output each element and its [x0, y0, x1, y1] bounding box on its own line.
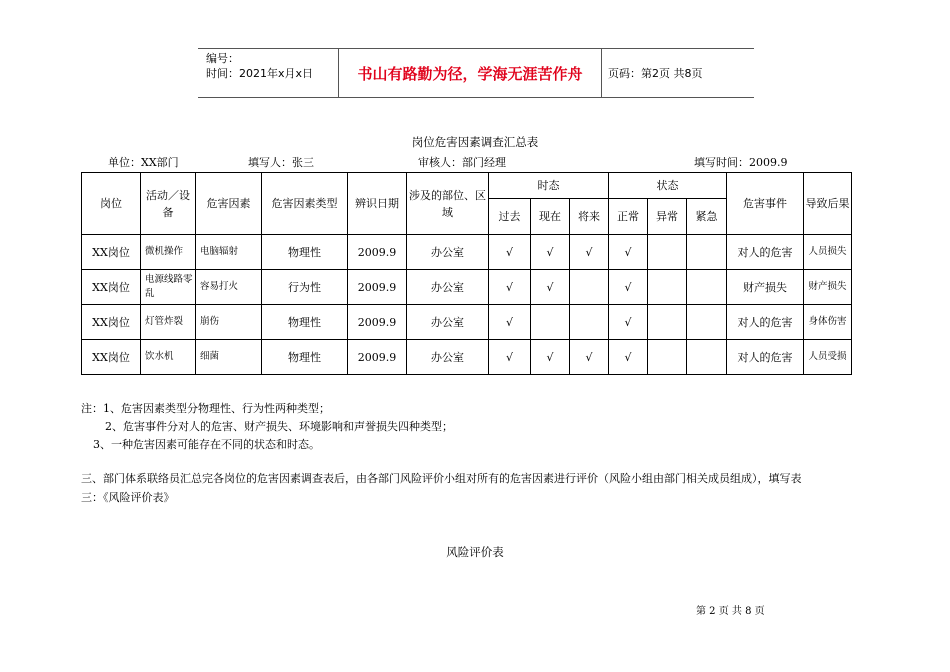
cell-post: XX岗位: [82, 305, 141, 340]
cell-type: 物理性: [262, 340, 348, 375]
cell-emergency: [687, 340, 727, 375]
cell-area: 办公室: [407, 270, 489, 305]
time-label: 时间：2021年x月x日: [206, 67, 314, 80]
reviewer-label: 审核人：部门经理: [418, 156, 506, 169]
header-result: 导致后果: [804, 173, 852, 235]
cell-area: 办公室: [407, 305, 489, 340]
note-1: 注：1、危害因素类型分物理性、行为性两种类型；: [81, 402, 330, 415]
cell-past: √: [489, 305, 531, 340]
cell-normal: √: [609, 235, 648, 270]
page-info: 页码：第2页 共8页: [608, 67, 703, 80]
cell-emergency: [687, 305, 727, 340]
cell-event: 对人的危害: [727, 340, 804, 375]
survey-title: 岗位危害因素调查汇总表: [411, 135, 539, 149]
cell-date: 2009.9: [348, 270, 407, 305]
header-activity: 活动／设备: [141, 173, 196, 235]
cell-abnormal: [648, 235, 687, 270]
cell-normal: √: [609, 305, 648, 340]
slogan: 书山有路勤为径，学海无涯苦作舟: [338, 49, 602, 97]
cell-event: 对人的危害: [727, 235, 804, 270]
cell-factor: 细菌: [196, 340, 262, 375]
cell-normal: √: [609, 340, 648, 375]
cell-now: √: [531, 235, 570, 270]
note-2: 2、危害事件分对人的危害、财产损失、环境影响和声誉损失四种类型；: [105, 420, 453, 433]
header-area: 涉及的部位、区域: [407, 173, 489, 235]
table-row: [82, 235, 852, 270]
number-label: 编号：: [206, 52, 239, 65]
header-date: 辨识日期: [348, 173, 407, 235]
filler-label: 填写人：张三: [248, 156, 314, 169]
unit-label: 单位：XX部门: [108, 156, 179, 169]
cell-activity: 微机操作: [141, 235, 196, 270]
header-tense: 时态: [489, 173, 609, 199]
table-row: [82, 305, 852, 340]
cell-date: 2009.9: [348, 235, 407, 270]
cell-post: XX岗位: [82, 235, 141, 270]
cell-normal: √: [609, 270, 648, 305]
header-future: 将来: [570, 199, 609, 235]
cell-emergency: [687, 270, 727, 305]
cell-future: [570, 305, 609, 340]
cell-past: √: [489, 270, 531, 305]
cell-factor: 容易打火: [196, 270, 262, 305]
cell-now: [531, 305, 570, 340]
header-now: 现在: [531, 199, 570, 235]
cell-past: √: [489, 340, 531, 375]
cell-future: √: [570, 340, 609, 375]
cell-area: 办公室: [407, 235, 489, 270]
paragraph-line-1: 三、部门体系联络员汇总完各岗位的危害因素调查表后，由各部门风险评价小组对所有的危害因素进行评价（风险小组由部门相关成员组成），填写表: [81, 472, 802, 485]
cell-future: √: [570, 235, 609, 270]
header-factor: 危害因素: [196, 173, 262, 235]
cell-type: 行为性: [262, 270, 348, 305]
cell-post: XX岗位: [82, 340, 141, 375]
cell-type: 物理性: [262, 305, 348, 340]
cell-type: 物理性: [262, 235, 348, 270]
cell-activity: 饮水机: [141, 340, 196, 375]
table-row: [82, 340, 852, 375]
cell-result: 财产损失: [804, 270, 852, 305]
header-abnormal: 异常: [648, 199, 687, 235]
header-past: 过去: [489, 199, 531, 235]
note-3: 3、一种危害因素可能存在不同的状态和时态。: [93, 438, 320, 451]
cell-result: 身体伤害: [804, 305, 852, 340]
cell-activity: 灯管炸裂: [141, 305, 196, 340]
header-state: 状态: [609, 173, 727, 199]
header-normal: 正常: [609, 199, 648, 235]
cell-area: 办公室: [407, 340, 489, 375]
page-header: [198, 48, 754, 98]
cell-event: 财产损失: [727, 270, 804, 305]
cell-result: 人员受损: [804, 340, 852, 375]
cell-now: √: [531, 270, 570, 305]
header-type: 危害因素类型: [262, 173, 348, 235]
header-emergency: 紧急: [687, 199, 727, 235]
paragraph-line-2: 三：《风险评价表》: [81, 491, 175, 504]
cell-event: 对人的危害: [727, 305, 804, 340]
hazard-table: [81, 172, 852, 375]
fill-time-label: 填写时间：2009.9: [694, 156, 788, 169]
page-footer: 第 2 页 共 8 页: [696, 606, 765, 617]
cell-activity: 电源线路零乱: [141, 270, 196, 305]
header-post: 岗位: [82, 173, 141, 235]
cell-date: 2009.9: [348, 340, 407, 375]
header-left: [206, 51, 340, 81]
risk-table-title: 风险评价表: [446, 545, 504, 559]
cell-factor: 崩伤: [196, 305, 262, 340]
cell-now: √: [531, 340, 570, 375]
cell-abnormal: [648, 270, 687, 305]
table-row: [82, 270, 852, 305]
cell-date: 2009.9: [348, 305, 407, 340]
cell-emergency: [687, 235, 727, 270]
cell-factor: 电脑辐射: [196, 235, 262, 270]
cell-abnormal: [648, 340, 687, 375]
cell-past: √: [489, 235, 531, 270]
header-event: 危害事件: [727, 173, 804, 235]
cell-post: XX岗位: [82, 270, 141, 305]
cell-abnormal: [648, 305, 687, 340]
cell-future: [570, 270, 609, 305]
cell-result: 人员损失: [804, 235, 852, 270]
